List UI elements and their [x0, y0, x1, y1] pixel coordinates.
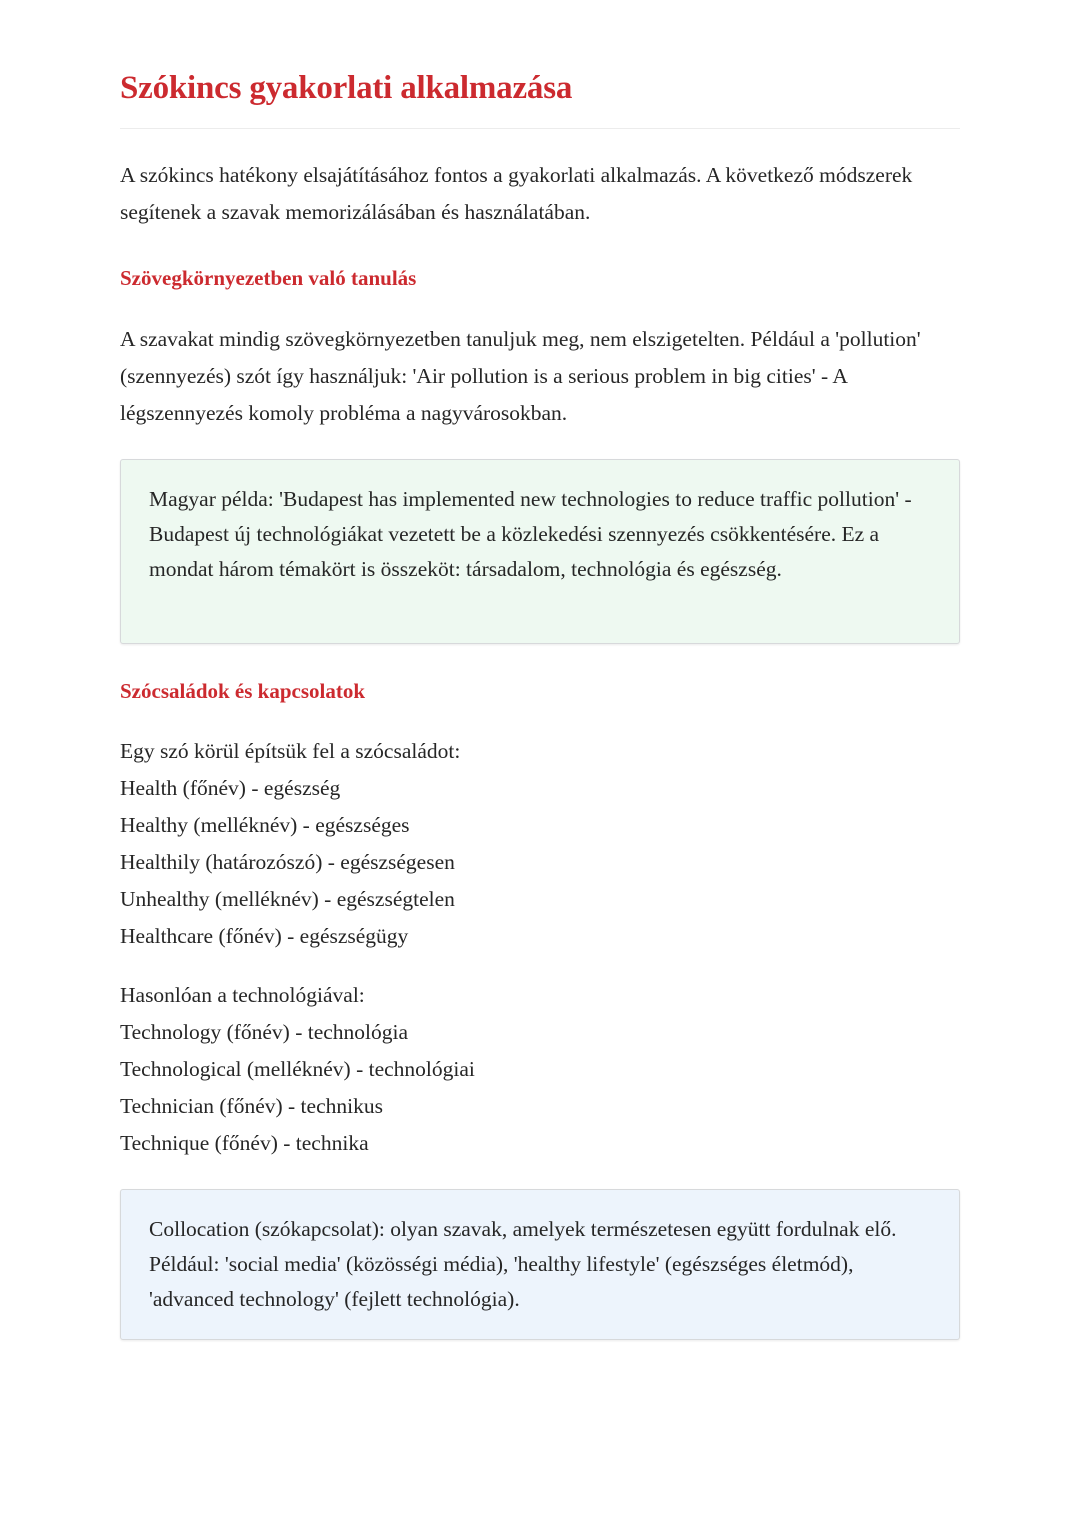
list-item: Healthcare (főnév) - egészségügy — [120, 924, 409, 948]
page-title: Szókincs gyakorlati alkalmazása — [120, 70, 573, 106]
collocation-callout-text: Collocation (szókapcsolat): olyan szavak, amelyek természetesen együtt fordulnak elő. Például: 'social media' (közösségi média), 'healthy lifestyle' (egészséges életmód), 'advanced technology' (fejlett technológia). — [149, 1217, 897, 1311]
intro-paragraph: A szókincs hatékony elsajátításához fontos a gyakorlati alkalmazás. A következő módszerek segítenek a szavak memorizálásában és használatában. — [120, 163, 913, 224]
list-item: Health (főnév) - egészség — [120, 776, 341, 800]
list-item: Technician (főnév) - technikus — [120, 1094, 383, 1118]
title-divider — [120, 128, 960, 129]
technology-word-family-list — [120, 977, 475, 1162]
example-callout-text: Magyar példa: 'Budapest has implemented new technologies to reduce traffic pollution' - Budapest új technológiákat vezetett be a közlekedési szennyezés csökkentésére. Ez a mondat három témakört is összeköt: társadalom, technológia és egészség. — [149, 487, 912, 581]
example-callout-green — [120, 459, 960, 644]
collocation-callout-blue — [120, 1189, 960, 1340]
list-item: Technological (melléknév) - technológiai — [120, 1057, 475, 1081]
list-item: Technique (főnév) - technika — [120, 1131, 369, 1155]
list-item: Unhealthy (melléknév) - egészségtelen — [120, 887, 455, 911]
health-word-family-list — [120, 733, 460, 955]
list-item: Healthy (melléknév) - egészséges — [120, 813, 410, 837]
section-heading-word-families: Szócsaládok és kapcsolatok — [120, 679, 366, 703]
list-intro: Hasonlóan a technológiával: — [120, 983, 365, 1007]
list-item: Technology (főnév) - technológia — [120, 1020, 409, 1044]
context-learning-paragraph: A szavakat mindig szövegkörnyezetben tanuljuk meg, nem elszigetelten. Például a 'pollution' (szennyezés) szót így használjuk: 'Air pollution is a serious problem in big cities' - A légszennyezés komoly probléma a nagyvárosokban. — [120, 327, 921, 425]
list-item: Healthily (határozószó) - egészségesen — [120, 850, 455, 874]
section-heading-context-learning: Szövegkörnyezetben való tanulás — [120, 266, 417, 290]
list-intro: Egy szó körül építsük fel a szócsaládot: — [120, 739, 461, 763]
